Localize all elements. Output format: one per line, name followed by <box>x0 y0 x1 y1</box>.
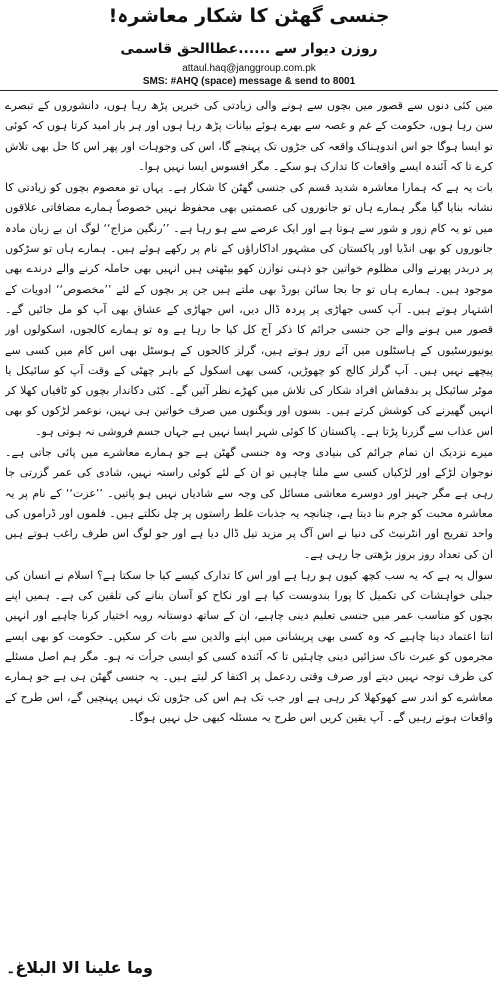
paragraph: سوال یہ ہے کہ یہ سب کچھ کیوں ہو رہا ہے اور اس کا تدارک کیسے کیا جا سکتا ہے؟ اسلام نے انسان کی جبلی خواہشات کی تکمیل کا پورا بندوبست کیا ہے اور نکاح کو آسان بنانے کی تلقین کی ہے۔ ہمیں اپنے بچوں کو مناسب عمر میں جنسی تعلیم دینی چاہیے، ان کے ساتھ دوستانہ رویہ اختیار کرنا چاہیے اور انہیں اتنا اعتماد دینا چاہیے کہ وہ کسی بھی پریشانی میں اپنے والدین سے بات کر سکیں۔ حکومت کو بھی ایسے مجرموں کو عبرت ناک سزائیں دینی چاہئیں تا کہ آئندہ کسی کو ایسی جرأت نہ ہو۔ مگر ہم اصل مسئلے کی طرف توجہ نہیں دیتے اور صرف وقتی ردعمل پر اکتفا کر لیتے ہیں۔ یہ جنسی گھٹن ہی ہے جو ہمارے معاشرے کو اندر سے کھوکھلا کر رہی ہے اور جب تک ہم اس کی جڑوں تک نہیں پہنچیں گے، اس طرح کے واقعات ہوتے رہیں گے۔ آپ یقین کریں اس طرح یہ مسئلہ کبھی حل نہیں ہوگا۔ <box>5 568 493 724</box>
headline: جنسی گھٹن کا شکار معاشرہ! <box>108 5 390 27</box>
article-body <box>5 96 493 977</box>
closing-phrase: وما علینا الا البلاغ۔ <box>6 958 153 977</box>
paragraph: بات یہ ہے کہ ہمارا معاشرہ شدید قسم کی جنسی گھٹن کا شکار ہے۔ یہاں تو معصوم بچوں کو زیادتی کا نشانہ بنایا گیا مگر ہمارے ہاں تو جانوروں کی عصمتیں بھی محفوظ نہیں خصوصاً ہمارے مضافاتی علاقوں میں تو یہ کام زور و شور سے ہوتا ہے اور ایک عرصے سے ہو رہا ہے۔ ’’رنگین مزاج‘‘ لوگ ان بے زبان مادہ جانوروں کو بھی انڈیا اور پاکستان کی مشہور اداکاراؤں کے نام پر رکھے ہوئے ہیں۔ ہمارے ہاں تو سڑکوں پر دربدر پھرنے والی مظلوم خواتین جو ذہنی توازن کھو بیٹھتی ہیں انہیں بھی حاملہ کرنے والے درندے بھی موجود ہیں۔ ہمارے ہاں تو جا بجا سائن بورڈ بھی ملتے ہیں جن پر بچوں کے لئے ’’مخصوص‘‘ ادویات کے اشتہار ہوتے ہیں۔ آپ کسی جھاڑی پر پردہ ڈال دیں، اس جھاڑی کے عشاق بھی آپ کو مل جائیں گے۔ قصور میں ہونے والے جن جنسی جرائم کا ذکر آج کل کیا جا رہا ہے وہ تو ہمارے کالجوں، اسکولوں اور یونیورسٹیوں کے ہاسٹلوں میں آئے روز ہوتے ہیں، گرلز کالجوں کے ہوسٹل بھی اس کام میں کسی سے پیچھے نہیں ہیں۔ آپ گرلز کالج کو چھوڑیں، کسی بھی اسکول کے باہر چھٹی کے وقت آپ کو سائیکل یا موٹر سائیکل پر بدقماش افراد شکار کی تلاش میں کھڑے نظر آئیں گے۔ کئی دکاندار بچوں کو ٹافیاں کھلا کر انہیں گھیرنے کی کوشش کرتے ہیں۔ بسوں اور ویگنوں میں صرف خواتین ہی نہیں، نوعمر لڑکوں کو بھی اس عذاب سے گزرنا پڑتا ہے۔ پاکستان کا کوئی شہر ایسا نہیں ہے جہاں جسم فروشی نہ ہوتی ہو۔ <box>5 181 493 438</box>
paragraph: میرے نزدیک ان تمام جرائم کی بنیادی وجہ وہ جنسی گھٹن ہے جو ہمارے معاشرے میں پائی جاتی ہے۔ نوجوان لڑکے اور لڑکیاں کسی سے ملنا چاہیں تو ان کے لئے کوئی راستہ نہیں، شادی کی عمر گزرتی جا رہی ہے مگر جہیز اور دوسرے معاشی مسائل کی وجہ سے شادیاں نہیں ہو پاتیں۔ ’’عزت‘‘ کے نام پر یہ معاشرہ محبت کو جرم بنا دیتا ہے، چنانچہ یہ جذبات غلط راستوں پر چل نکلتے ہیں۔ فلموں اور ڈراموں کی واحد تفریح اور انٹرنیٹ کی دنیا نے اس آگ پر مزید تیل ڈال دیا ہے اور جو لوگ اس طرف راغب ہوتے ہیں ان کی تعداد روز بروز بڑھتی جا رہی ہے۔ <box>5 446 493 561</box>
sms-instruction: SMS: #AHQ (space) message & send to 8001 <box>142 76 356 87</box>
header-divider <box>0 90 498 91</box>
paragraph: میں کئی دنوں سے قصور میں بچوں سے ہونے والی زیادتی کی خبریں پڑھ رہا ہوں، دانشوروں کے تبصرے سن رہا ہوں، حکومت کے غم و غصہ سے بھرے ہوئے بیانات پڑھ رہا ہوں اور ہر بار امید کرتا ہوں کہ کوئی تو ایسا ہوگا جو اس اندوہناک واقعہ کی جڑوں تک پہنچے گا، اس کی وجوہات اور پھر اس کا حل بھی تلاش کرے تا کہ آئندہ ایسے واقعات کا تدارک ہو سکے۔ مگر افسوس ایسا نہیں ہوا۔ <box>5 99 493 173</box>
author-email: attaul.haq@janggroup.com.pk <box>182 63 316 74</box>
byline: روزن دیوار سے ......عطاالحق قاسمی <box>120 41 378 57</box>
